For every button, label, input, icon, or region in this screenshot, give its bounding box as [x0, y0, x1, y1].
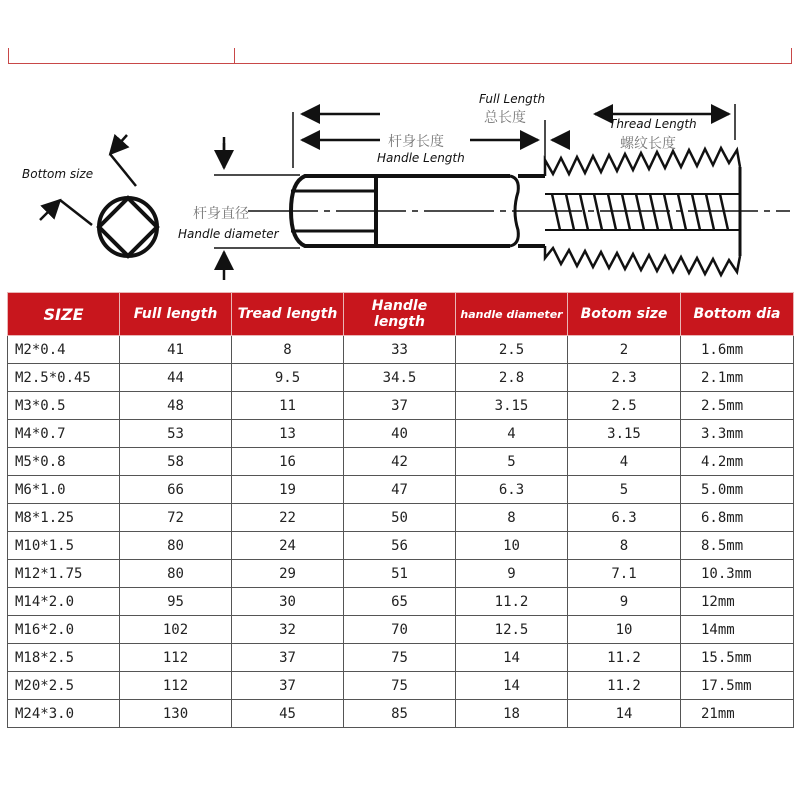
table-row	[8, 476, 794, 504]
cell-handle-diameter: 2.8	[456, 364, 568, 392]
cell-botom-size: 11.2	[568, 672, 681, 700]
cell-botom-size: 6.3	[568, 504, 681, 532]
cell-handle-diameter: 3.15	[456, 392, 568, 420]
cell-handle-length: 65	[344, 588, 456, 616]
cell-botom-size: 2.5	[568, 392, 681, 420]
handle-diameter-label-en: Handle diameter	[178, 227, 279, 241]
table-row	[8, 672, 794, 700]
cell-size: M24*3.0	[8, 700, 120, 728]
cell-bottom-dia: 14mm	[681, 616, 794, 644]
full-length-label-en: Full Length	[479, 92, 546, 106]
cell-bottom-dia: 3.3mm	[681, 420, 794, 448]
cell-bottom-dia: 17.5mm	[681, 672, 794, 700]
cell-size: M10*1.5	[8, 532, 120, 560]
cell-handle-length: 47	[344, 476, 456, 504]
cell-bottom-dia: 12mm	[681, 588, 794, 616]
cell-handle-length: 50	[344, 504, 456, 532]
cell-bottom-dia: 4.2mm	[681, 448, 794, 476]
cell-handle-diameter: 2.5	[456, 336, 568, 364]
table-row	[8, 420, 794, 448]
cell-botom-size: 2.3	[568, 364, 681, 392]
cell-tread-length: 19	[232, 476, 344, 504]
table-row	[8, 700, 794, 728]
cell-tread-length: 24	[232, 532, 344, 560]
table-row	[8, 364, 794, 392]
cell-handle-diameter: 14	[456, 672, 568, 700]
cell-handle-length: 75	[344, 672, 456, 700]
cell-botom-size: 14	[568, 700, 681, 728]
cell-size: M14*2.0	[8, 588, 120, 616]
cell-full-length: 44	[120, 364, 232, 392]
cell-size: M12*1.75	[8, 560, 120, 588]
cell-size: M5*0.8	[8, 448, 120, 476]
header-full-length: Full length	[120, 293, 232, 336]
cell-handle-length: 40	[344, 420, 456, 448]
cell-botom-size: 5	[568, 476, 681, 504]
cell-botom-size: 2	[568, 336, 681, 364]
cell-tread-length: 37	[232, 672, 344, 700]
cell-handle-diameter: 6.3	[456, 476, 568, 504]
cell-full-length: 48	[120, 392, 232, 420]
table-row	[8, 644, 794, 672]
cell-handle-diameter: 10	[456, 532, 568, 560]
cell-size: M2*0.4	[8, 336, 120, 364]
cell-handle-length: 56	[344, 532, 456, 560]
cell-full-length: 80	[120, 532, 232, 560]
cell-size: M2.5*0.45	[8, 364, 120, 392]
top-divider-line	[8, 63, 792, 64]
tap-spec-table	[7, 292, 794, 728]
cell-botom-size: 11.2	[568, 644, 681, 672]
cell-bottom-dia: 2.5mm	[681, 392, 794, 420]
cell-botom-size: 8	[568, 532, 681, 560]
cell-tread-length: 37	[232, 644, 344, 672]
cell-size: M16*2.0	[8, 616, 120, 644]
cell-bottom-dia: 15.5mm	[681, 644, 794, 672]
cell-size: M8*1.25	[8, 504, 120, 532]
cell-handle-length: 51	[344, 560, 456, 588]
cell-botom-size: 4	[568, 448, 681, 476]
cell-tread-length: 45	[232, 700, 344, 728]
cell-handle-diameter: 12.5	[456, 616, 568, 644]
cell-tread-length: 16	[232, 448, 344, 476]
cell-size: M4*0.7	[8, 420, 120, 448]
cell-full-length: 72	[120, 504, 232, 532]
handle-length-label-cn: 杆身长度	[388, 134, 444, 150]
cell-tread-length: 13	[232, 420, 344, 448]
tap-dimension-diagram	[0, 80, 800, 285]
cell-full-length: 58	[120, 448, 232, 476]
header-size: SIZE	[8, 293, 120, 336]
cell-handle-diameter: 5	[456, 448, 568, 476]
thread-length-label-cn: 螺纹长度	[620, 136, 676, 152]
header-handle-diameter: handle diameter	[456, 293, 568, 336]
cell-handle-diameter: 9	[456, 560, 568, 588]
cell-handle-diameter: 8	[456, 504, 568, 532]
cell-full-length: 80	[120, 560, 232, 588]
cell-full-length: 41	[120, 336, 232, 364]
cell-bottom-dia: 8.5mm	[681, 532, 794, 560]
cell-full-length: 130	[120, 700, 232, 728]
cell-bottom-dia: 2.1mm	[681, 364, 794, 392]
cell-handle-diameter: 11.2	[456, 588, 568, 616]
cell-size: M18*2.5	[8, 644, 120, 672]
table-header-row	[8, 293, 794, 336]
cell-full-length: 95	[120, 588, 232, 616]
cell-size: M3*0.5	[8, 392, 120, 420]
header-tread-length: Tread length	[232, 293, 344, 336]
cell-full-length: 112	[120, 644, 232, 672]
cell-handle-length: 85	[344, 700, 456, 728]
cell-handle-length: 37	[344, 392, 456, 420]
table-row	[8, 560, 794, 588]
cell-full-length: 53	[120, 420, 232, 448]
table-row	[8, 532, 794, 560]
header-botom-size: Botom size	[568, 293, 681, 336]
cell-handle-length: 34.5	[344, 364, 456, 392]
cell-bottom-dia: 1.6mm	[681, 336, 794, 364]
table-row	[8, 392, 794, 420]
square-end-view	[99, 198, 157, 256]
thread-length-label-en: Thread Length	[609, 117, 697, 131]
cell-handle-diameter: 14	[456, 644, 568, 672]
table-row	[8, 448, 794, 476]
cell-handle-length: 42	[344, 448, 456, 476]
header-bottom-dia: Bottom dia	[681, 293, 794, 336]
cell-handle-length: 70	[344, 616, 456, 644]
cell-bottom-dia: 21mm	[681, 700, 794, 728]
cell-tread-length: 30	[232, 588, 344, 616]
table-row	[8, 336, 794, 364]
cell-tread-length: 9.5	[232, 364, 344, 392]
cell-bottom-dia: 10.3mm	[681, 560, 794, 588]
table-row	[8, 588, 794, 616]
cell-size: M20*2.5	[8, 672, 120, 700]
table-body	[8, 336, 794, 728]
handle-length-label-en: Handle Length	[377, 151, 465, 165]
table-row	[8, 504, 794, 532]
cell-full-length: 66	[120, 476, 232, 504]
cell-bottom-dia: 5.0mm	[681, 476, 794, 504]
cell-botom-size: 10	[568, 616, 681, 644]
top-divider-tick-left	[8, 48, 9, 63]
cell-tread-length: 11	[232, 392, 344, 420]
cell-tread-length: 8	[232, 336, 344, 364]
cell-full-length: 112	[120, 672, 232, 700]
cell-tread-length: 29	[232, 560, 344, 588]
cell-full-length: 102	[120, 616, 232, 644]
cell-tread-length: 32	[232, 616, 344, 644]
header-handle-length: Handle length	[344, 293, 456, 336]
cell-botom-size: 7.1	[568, 560, 681, 588]
table-row	[8, 616, 794, 644]
cell-tread-length: 22	[232, 504, 344, 532]
cell-handle-length: 33	[344, 336, 456, 364]
handle-diameter-label-cn: 杆身直径	[193, 206, 249, 222]
cell-botom-size: 9	[568, 588, 681, 616]
cell-handle-diameter: 18	[456, 700, 568, 728]
cell-botom-size: 3.15	[568, 420, 681, 448]
cell-handle-length: 75	[344, 644, 456, 672]
bottom-size-label: Bottom size	[22, 167, 94, 181]
full-length-label-cn: 总长度	[484, 110, 526, 126]
cell-bottom-dia: 6.8mm	[681, 504, 794, 532]
top-divider-tick-right	[791, 48, 792, 63]
top-divider-tick-middle	[234, 48, 235, 63]
cell-handle-diameter: 4	[456, 420, 568, 448]
cell-size: M6*1.0	[8, 476, 120, 504]
